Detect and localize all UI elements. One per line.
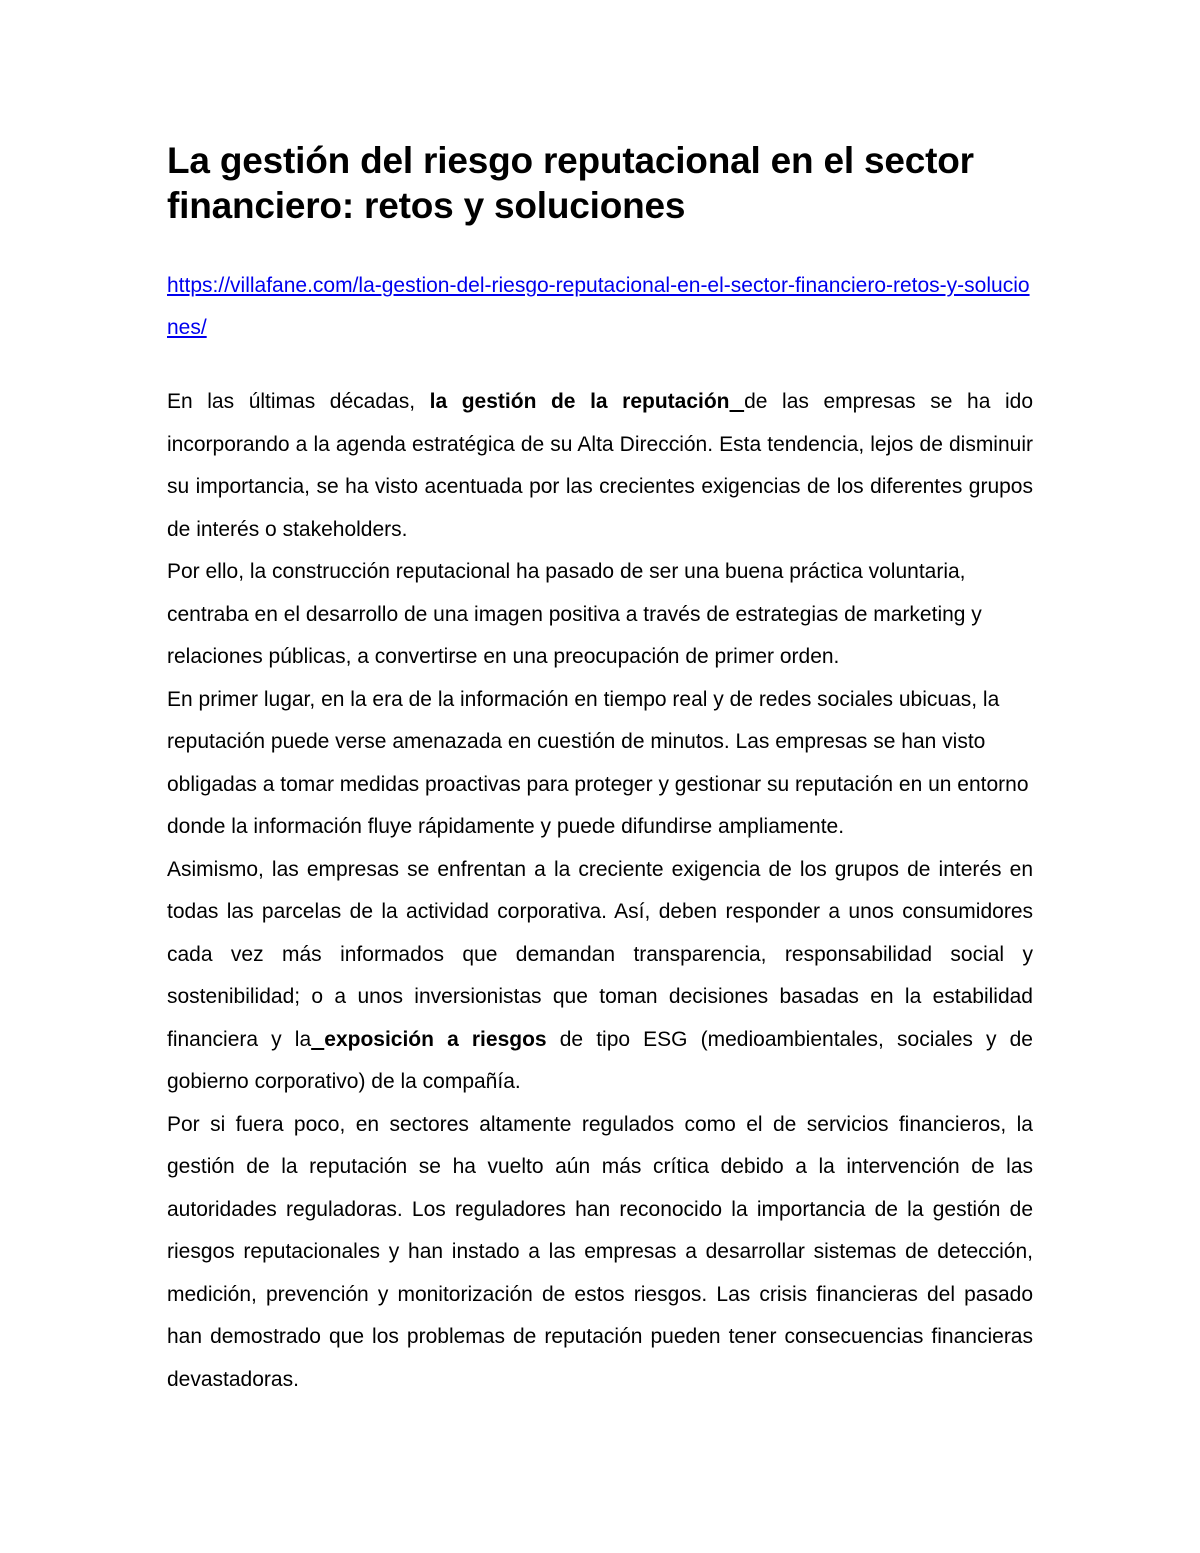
paragraph-2: Por ello, la construcción reputacional ha pasado de ser una buena práctica voluntaria, centraba en el desarrollo de una imagen positiva a través de estrategias de marketing y relaciones públicas, a convertirse en una preocupación de primer orden. xyxy=(167,560,982,668)
article-title: La gestión del riesgo reputacional en el sector financiero: retos y soluciones xyxy=(167,140,974,226)
source-link[interactable]: https://villafane.com/la-gestion-del-riesgo-reputacional-en-el-sector-financiero-retos-y-soluciones/ xyxy=(167,274,1030,339)
paragraph-1 xyxy=(167,381,1033,551)
paragraph-1-bold-phrase: la gestión de la reputación xyxy=(429,390,730,413)
paragraph-1-text-start: En las últimas décadas, xyxy=(167,390,430,413)
paragraph-4-text-end: de tipo ESG (medioambientales, sociales y de gobierno corporativo) de la compañía. xyxy=(167,1027,1033,1093)
paragraph-4 xyxy=(167,849,1033,1104)
paragraph-5: Por si fuera poco, en sectores altamente regulados como el de servicios financieros, la gestión de la reputación se ha vuelto aún más crítica debido a la intervención de las autoridades reguladoras. Los reguladores han reconocido la importancia de la gestión de riesgos reputacionales y han instado a las empresas a desarrollar sistemas de detección, medición, prevención y monitorización de estos riesgos. Las crisis financieras del pasado han demostrado que los problemas de reputación pueden tener consecuencias financieras devastadoras. xyxy=(167,1112,1033,1391)
paragraph-4-bold-phrase: exposición a riesgos xyxy=(324,1027,547,1051)
paragraph-4-underscore xyxy=(311,1028,324,1051)
article-body xyxy=(167,381,1033,1401)
document-page xyxy=(167,138,1033,1401)
paragraph-3: En primer lugar, en la era de la información en tiempo real y de redes sociales ubicuas, la reputación puede verse amenazada en cuestión de minutos. Las empresas se han visto obligadas a tomar medidas proactivas para proteger y gestionar su reputación en un entorno donde la información fluye rápidamente y puede difundirse ampliamente. xyxy=(167,687,1029,838)
paragraph-4-text-start: Asimismo, las empresas se enfrentan a la creciente exigencia de los grupos de interés en todas las parcelas de la actividad corporativa. Así, deben responder a unos consumidores cada vez más informados que demandan transparencia, responsabilidad social y sostenibilidad; o a unos inversionistas que toman decisiones basadas en la estabilidad financiera y la xyxy=(167,857,1033,1051)
paragraph-1-underscore xyxy=(730,390,745,413)
paragraph-1-text-end: de las empresas se ha ido incorporando a la agenda estratégica de su Alta Dirección. Esta tendencia, lejos de disminuir su importancia, se ha visto acentuada por las crecientes exigencias de los diferentes grupos de interés o stakeholders. xyxy=(167,390,1033,541)
